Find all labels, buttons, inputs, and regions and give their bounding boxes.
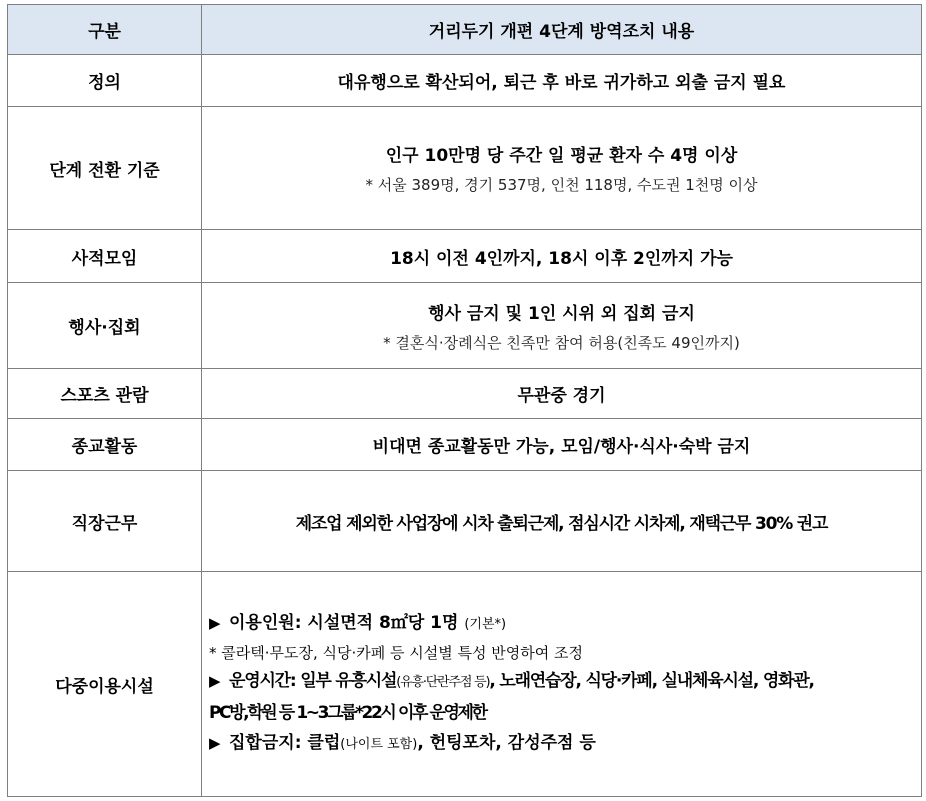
table-row (8, 230, 922, 283)
table-header-row (8, 5, 922, 55)
measures-table-container (7, 4, 922, 797)
row-label: 스포츠 관람 (8, 369, 202, 419)
table-row (8, 419, 922, 471)
hours-line-2: PC방,학원 등 1~3그룹*22시 이후 운영제한 (209, 703, 486, 723)
hours-line (209, 666, 921, 698)
facility-content (202, 572, 922, 797)
table-row-facility (8, 572, 922, 797)
row-content (202, 107, 922, 230)
row-main-text: 행사 금지 및 1인 시위 외 집회 금지 (428, 303, 695, 324)
table-row (8, 369, 922, 419)
hours-small: (유흥·단란주점 등) (396, 675, 490, 690)
row-label: 직장근무 (8, 471, 202, 572)
bullet-arrow-icon: ▶ (209, 734, 221, 752)
row-note: * 서울 389명, 경기 537명, 인천 118명, 수도권 1천명 이상 (365, 176, 758, 194)
measures-table (7, 4, 922, 797)
row-note: * 결혼식·장례식은 친족만 참여 허용(친족도 49인까지) (383, 333, 740, 352)
table-row (8, 471, 922, 572)
row-main-text: 인구 10만명 당 주간 일 평균 환자 수 4명 이상 (385, 146, 738, 166)
ban-small: (나이트 포함) (340, 737, 418, 752)
row-label: 행사·집회 (8, 283, 202, 369)
capacity-note: * 콜라텍·무도장, 식당·카페 등 시설별 특성 반영하여 조정 (209, 644, 583, 662)
row-label: 종교활동 (8, 419, 202, 471)
table-row (8, 107, 922, 230)
row-label: 다중이용시설 (8, 572, 202, 797)
hours-text-b: , 노래연습장, 식당·카페, 실내체육시설, 영화관, (489, 671, 814, 691)
row-label: 사적모임 (8, 230, 202, 283)
bullet-arrow-icon: ▶ (209, 614, 221, 632)
row-content (202, 283, 922, 369)
hours-text-a: 운영시간: 일부 유흥시설 (229, 671, 397, 691)
row-label: 단계 전환 기준 (8, 107, 202, 230)
bullet-arrow-icon: ▶ (209, 672, 220, 690)
header-category: 구분 (8, 5, 202, 55)
capacity-line (209, 608, 921, 640)
header-content: 거리두기 개편 4단계 방역조치 내용 (202, 5, 922, 55)
table-row (8, 55, 922, 107)
row-label: 정의 (8, 55, 202, 107)
capacity-small: (기본*) (464, 617, 507, 632)
row-content: 대유행으로 확산되어, 퇴근 후 바로 귀가하고 외출 금지 필요 (202, 55, 922, 107)
ban-line (209, 728, 921, 760)
row-content: 18시 이전 4인까지, 18시 이후 2인까지 가능 (202, 230, 922, 283)
row-content: 비대면 종교활동만 가능, 모임/행사·식사·숙박 금지 (202, 419, 922, 471)
row-content: 무관중 경기 (202, 369, 922, 419)
ban-text-a: 집합금지: 클럽 (229, 733, 341, 753)
ban-text-b: , 헌팅포차, 감성주점 등 (417, 733, 596, 753)
table-row (8, 283, 922, 369)
row-content: 제조업 제외한 사업장에 시차 출퇴근제, 점심시간 시차제, 재택근무 30% 권고 (202, 471, 922, 572)
capacity-text: 이용인원: 시설면적 8㎡당 1명 (229, 613, 459, 633)
